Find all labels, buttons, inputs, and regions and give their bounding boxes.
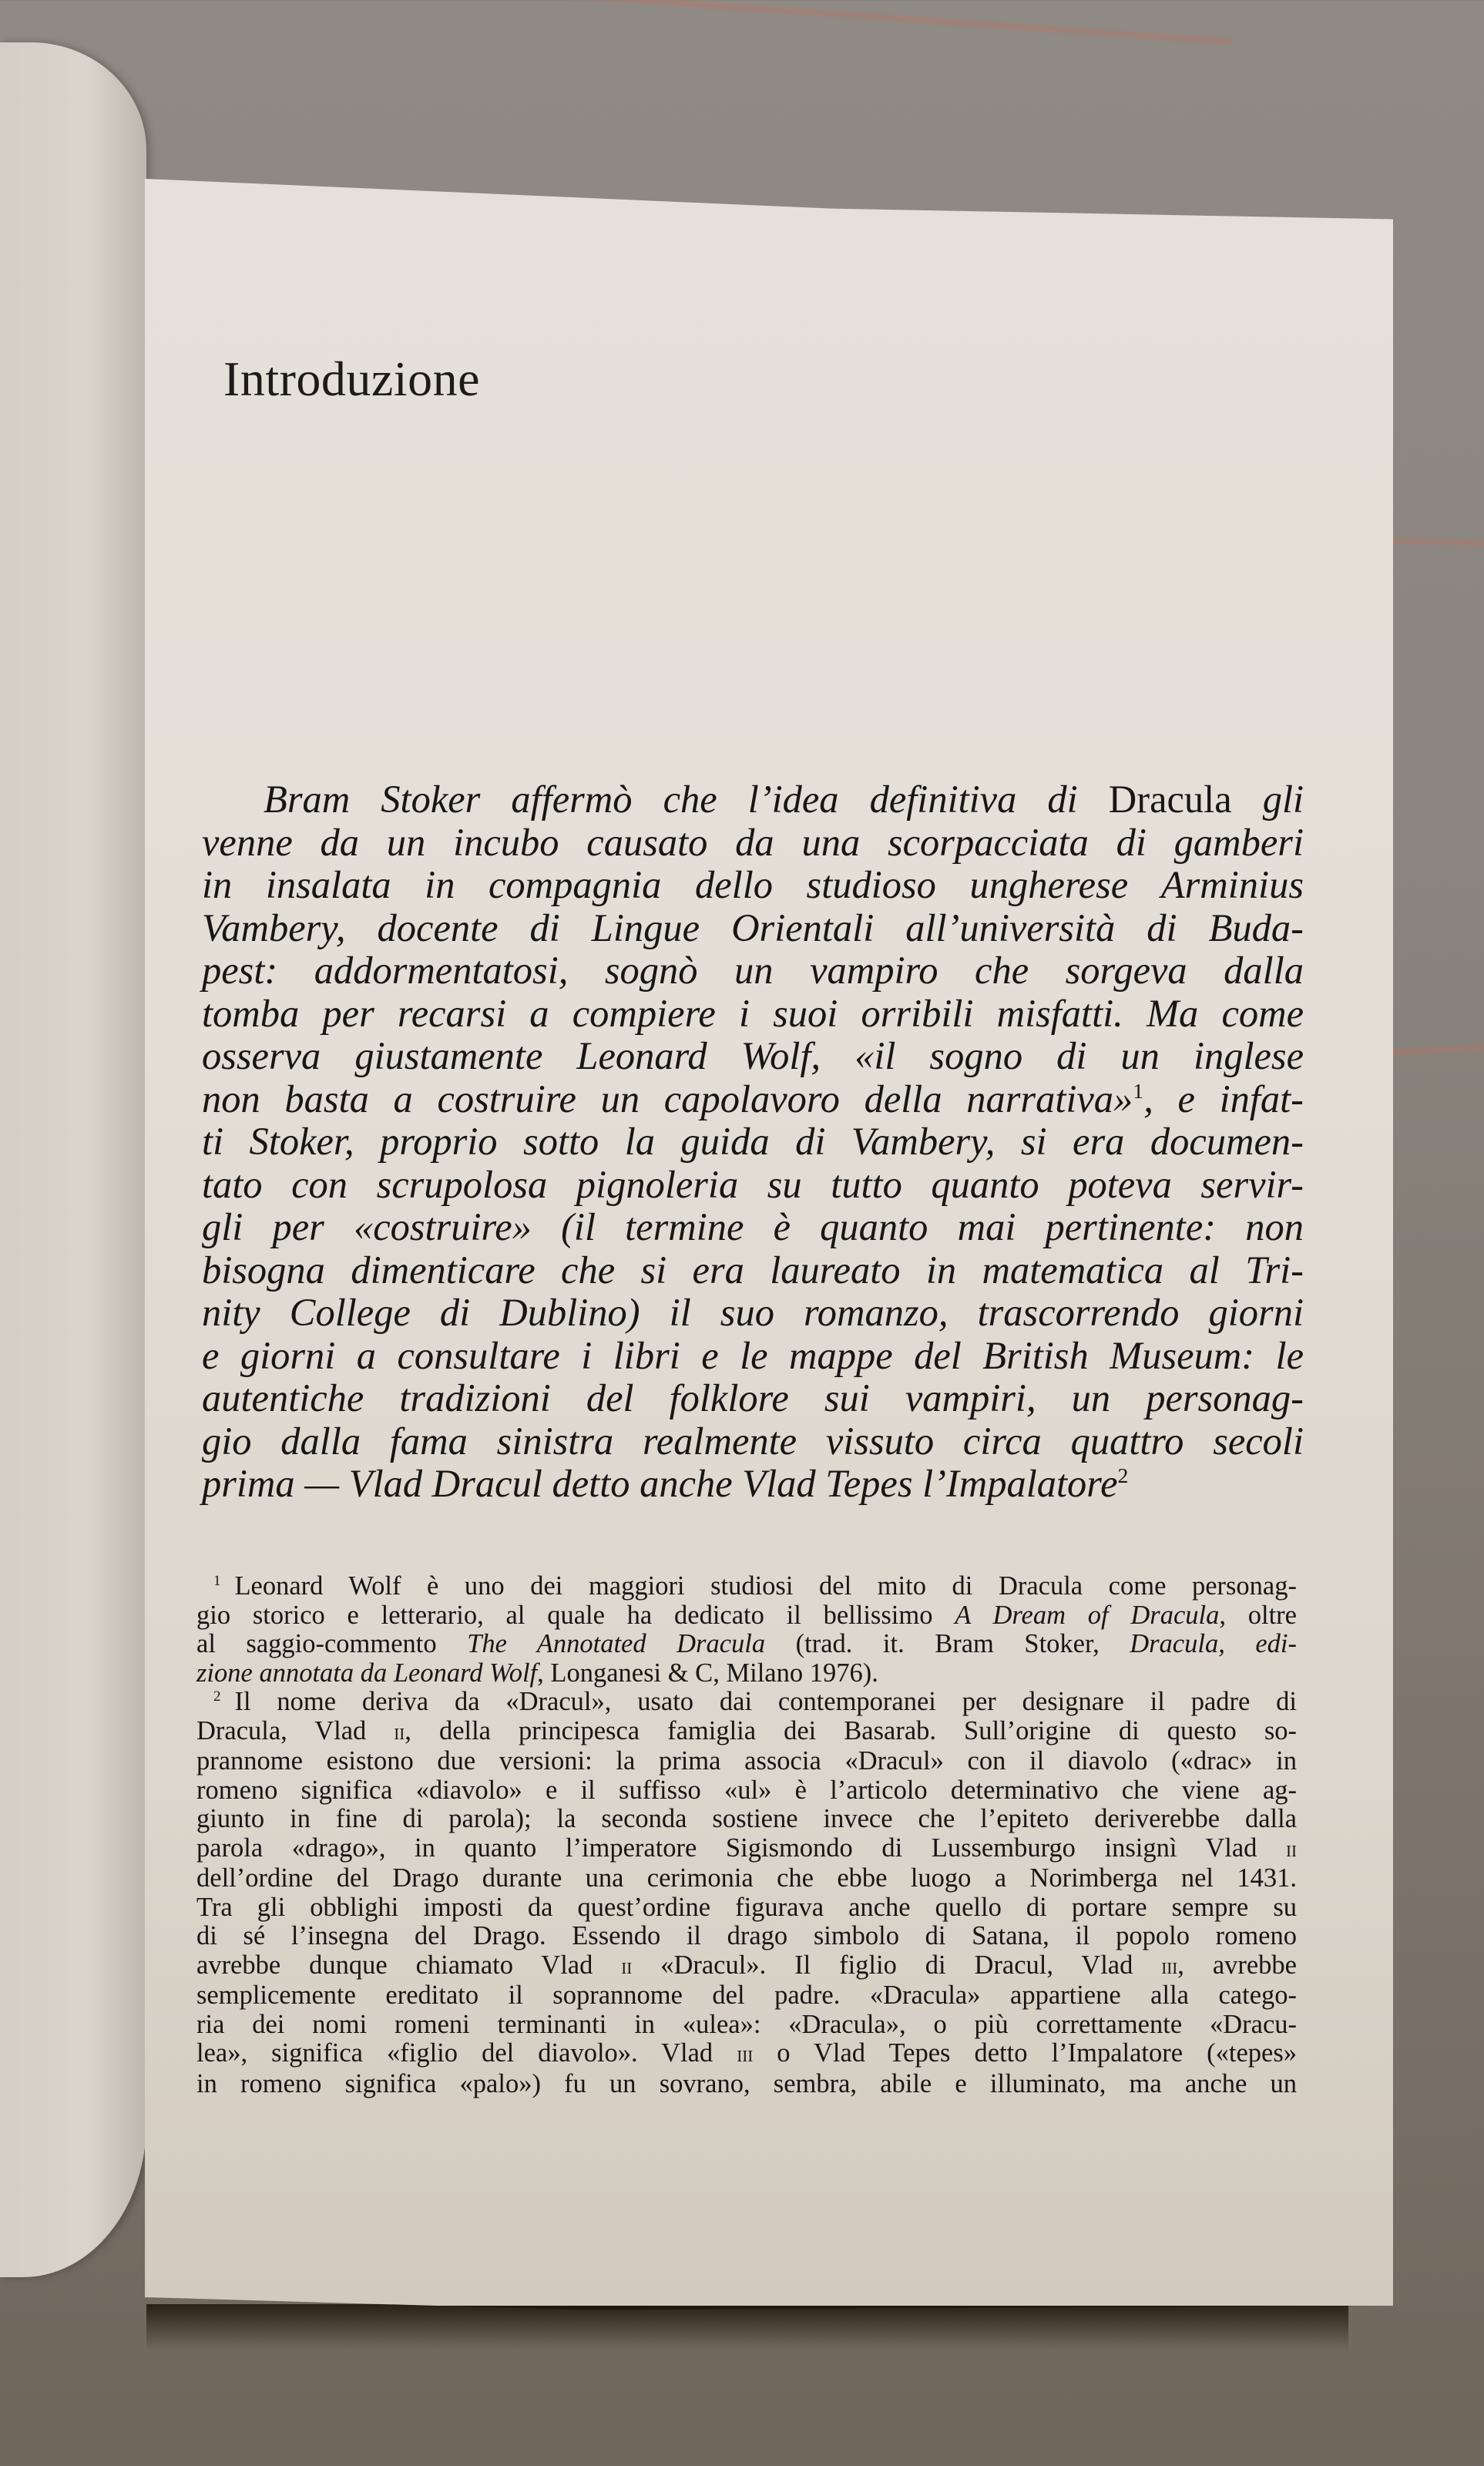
body-line [202, 864, 1304, 907]
body-line [202, 1120, 1304, 1164]
body-line [202, 1206, 1304, 1249]
text-run: , della principesca famiglia dei Basarab. Sull’origine di questo so- [405, 1715, 1297, 1745]
body-line [202, 907, 1304, 950]
footnote-line [196, 1688, 1297, 1717]
text-run: osserva giustamente Leonard Wolf, «il sogno di un inglese [202, 1034, 1304, 1077]
text-run: e giorni a consultare i libri e le mappe del British Museum: le [202, 1333, 1304, 1377]
text-run: semplicemente ereditato il soprannome del padre. «Dracula» appartiene alla catego- [196, 1981, 1297, 2010]
footnote-ref: 2 [1117, 1464, 1129, 1489]
body-line [202, 1292, 1304, 1335]
body-line [202, 778, 1304, 821]
footnote-line [196, 1893, 1297, 1923]
footnote-line [196, 1717, 1297, 1748]
body-line [202, 1335, 1304, 1378]
text-run: parola «drago», in quanto l’imperatore Sigismondo di Lussemburgo insignì Vlad [196, 1833, 1286, 1863]
footnote-line [196, 2070, 1297, 2099]
text-run: di sé l’insegna del Drago. Essendo il drago simbolo di Satana, il popolo romeno [196, 1921, 1297, 1950]
text-run: lea», significa «figlio del diavolo». Vlad [196, 2038, 737, 2068]
footnote-line [196, 1805, 1297, 1834]
footnote-line [196, 1834, 1297, 1865]
text-run: Vambery, docente di Lingue Orientali all’università di Buda- [202, 905, 1304, 949]
text-run: Il nome deriva da «Dracul», usato dai contemporanei per designare il padre di [234, 1687, 1297, 1716]
footnote-line [196, 1951, 1297, 1982]
footnote-line [196, 1864, 1297, 1893]
footnote-line [196, 2011, 1297, 2040]
text-run: gio storico e letterario, al quale ha dedicato il bellissimo [196, 1600, 955, 1630]
footnote-line [196, 1630, 1297, 1659]
text-run: A Dream of Dracula [955, 1600, 1220, 1630]
footnote-line [196, 1776, 1297, 1806]
footnotes [196, 1572, 1297, 2098]
body-line [202, 1249, 1304, 1292]
text-run: al saggio-commento [196, 1629, 468, 1658]
text-run: Bram Stoker affermò che l’idea definitiva di [264, 778, 1109, 821]
body-paragraph [202, 778, 1304, 1506]
footnote-number: 1 [213, 1572, 221, 1589]
text-run: avrebbe dunque chiamato Vlad [196, 1950, 622, 1980]
body-line [202, 1463, 1304, 1506]
chapter-title: Introduzione [223, 351, 480, 406]
text-run: giunto in fine di parola); la seconda sostiene invece che l’epiteto deriverebbe dalla [196, 1804, 1297, 1833]
text-run: Dracula [1108, 778, 1232, 821]
text-run: Dracula, Vlad [196, 1715, 395, 1745]
text-run: gio dalla fama sinistra realmente vissuto circa quattro secoli [202, 1419, 1304, 1463]
text-run: in romeno significa «palo») fu un sovrano, sembra, abile e illuminato, ma anche un [196, 2068, 1297, 2098]
body-line [202, 1078, 1304, 1121]
body-line [202, 1035, 1304, 1078]
footnote-line [196, 1572, 1297, 1601]
text-run: nity College di Dublino) il suo romanzo, trascorrendo giorni [202, 1291, 1304, 1334]
text-run: zione annotata da Leonard Wolf [196, 1658, 538, 1688]
body-line [202, 993, 1304, 1036]
footnote-line [196, 2039, 1297, 2070]
text-run: Tra gli obblighi imposti da quest’ordine figurava anche quello di portare sempre su [196, 1892, 1297, 1922]
text-run: romeno significa «diavolo» e il suffisso «ul» è l’articolo determinativo che viene ag- [196, 1775, 1297, 1805]
table-streak [540, 0, 1232, 44]
page-shadow [146, 2304, 1348, 2350]
text-run: ii [1286, 1836, 1297, 1862]
previous-page-curl [0, 42, 146, 2277]
text-run: «Dracul». Il figlio di Dracul, Vlad [632, 1950, 1162, 1980]
text-run: , avrebbe [1177, 1950, 1298, 1980]
text-run: dell’ordine del Drago durante una cerimonia che ebbe luogo a Norimberga nel 1431. [196, 1863, 1297, 1893]
text-run: , oltre [1219, 1600, 1297, 1630]
text-run: , Longanesi & C, Milano 1976). [537, 1658, 878, 1688]
text-run: tato con scrupolosa pignoleria su tutto quanto poteva servir- [202, 1162, 1304, 1206]
body-line [202, 1164, 1304, 1207]
text-run: ti Stoker, proprio sotto la guida di Vambery, si era documen- [202, 1120, 1304, 1163]
footnote-line [196, 1981, 1297, 2011]
text-run: gli per «costruire» (il termine è quanto mai pertinente: non [202, 1205, 1304, 1248]
text-run: (trad. it. Bram Stoker, [765, 1629, 1130, 1658]
text-run: bisogna dimenticare che si era laureato in matematica al Tri- [202, 1248, 1304, 1292]
text-run: prannome esistono due versioni: la prima associa «Dracul» con il diavolo («drac» in [196, 1746, 1297, 1776]
footnote-number: 2 [213, 1688, 221, 1705]
text-run: ria dei nomi romeni terminanti in «ulea»: «Dracula», o più correttamente «Dracu- [196, 2009, 1297, 2039]
text-run: iii [737, 2042, 754, 2067]
text-run: prima — Vlad Dracul detto anche Vlad Tepes l’Impalatore [202, 1462, 1118, 1505]
footnote-line [196, 1747, 1297, 1776]
text-run: o Vlad Tepes detto l’Impalatore («tepes» [753, 2038, 1298, 2068]
text-run: The Annotated Dracula [467, 1629, 766, 1658]
footnote-ref: 1 [1133, 1079, 1144, 1104]
text-run: venne da un incubo causato da una scorpacciata di gamberi [202, 820, 1304, 864]
footnote-line [196, 1601, 1297, 1631]
text-run: gli [1231, 778, 1304, 821]
text-run: ii [621, 1954, 633, 1979]
body-line [202, 1420, 1304, 1463]
table-streak [1379, 1045, 1484, 1055]
text-run: pest: addormentatosi, sognò un vampiro che sorgeva dalla [202, 949, 1304, 992]
text-run: autentiche tradizioni del folklore sui vampiri, un personag- [202, 1376, 1304, 1419]
text-run: in insalata in compagnia dello studioso ungherese Arminius [202, 863, 1304, 906]
text-run: tomba per recarsi a compiere i suoi orribili misfatti. Ma come [202, 991, 1304, 1035]
text-run: Dracula, edi- [1130, 1629, 1297, 1658]
text-run: , e infat- [1143, 1077, 1304, 1120]
text-run: ii [394, 1719, 405, 1745]
text-run: non basta a costruire un capolavoro della narrativa» [202, 1077, 1133, 1120]
footnote-line [196, 1659, 1297, 1688]
text-run: iii [1161, 1954, 1178, 1979]
text-run: Leonard Wolf è uno dei maggiori studiosi del mito di Dracula come personag- [234, 1571, 1297, 1601]
body-line [202, 821, 1304, 865]
footnote-line [196, 1922, 1297, 1951]
body-line [202, 949, 1304, 993]
body-line [202, 1377, 1304, 1420]
